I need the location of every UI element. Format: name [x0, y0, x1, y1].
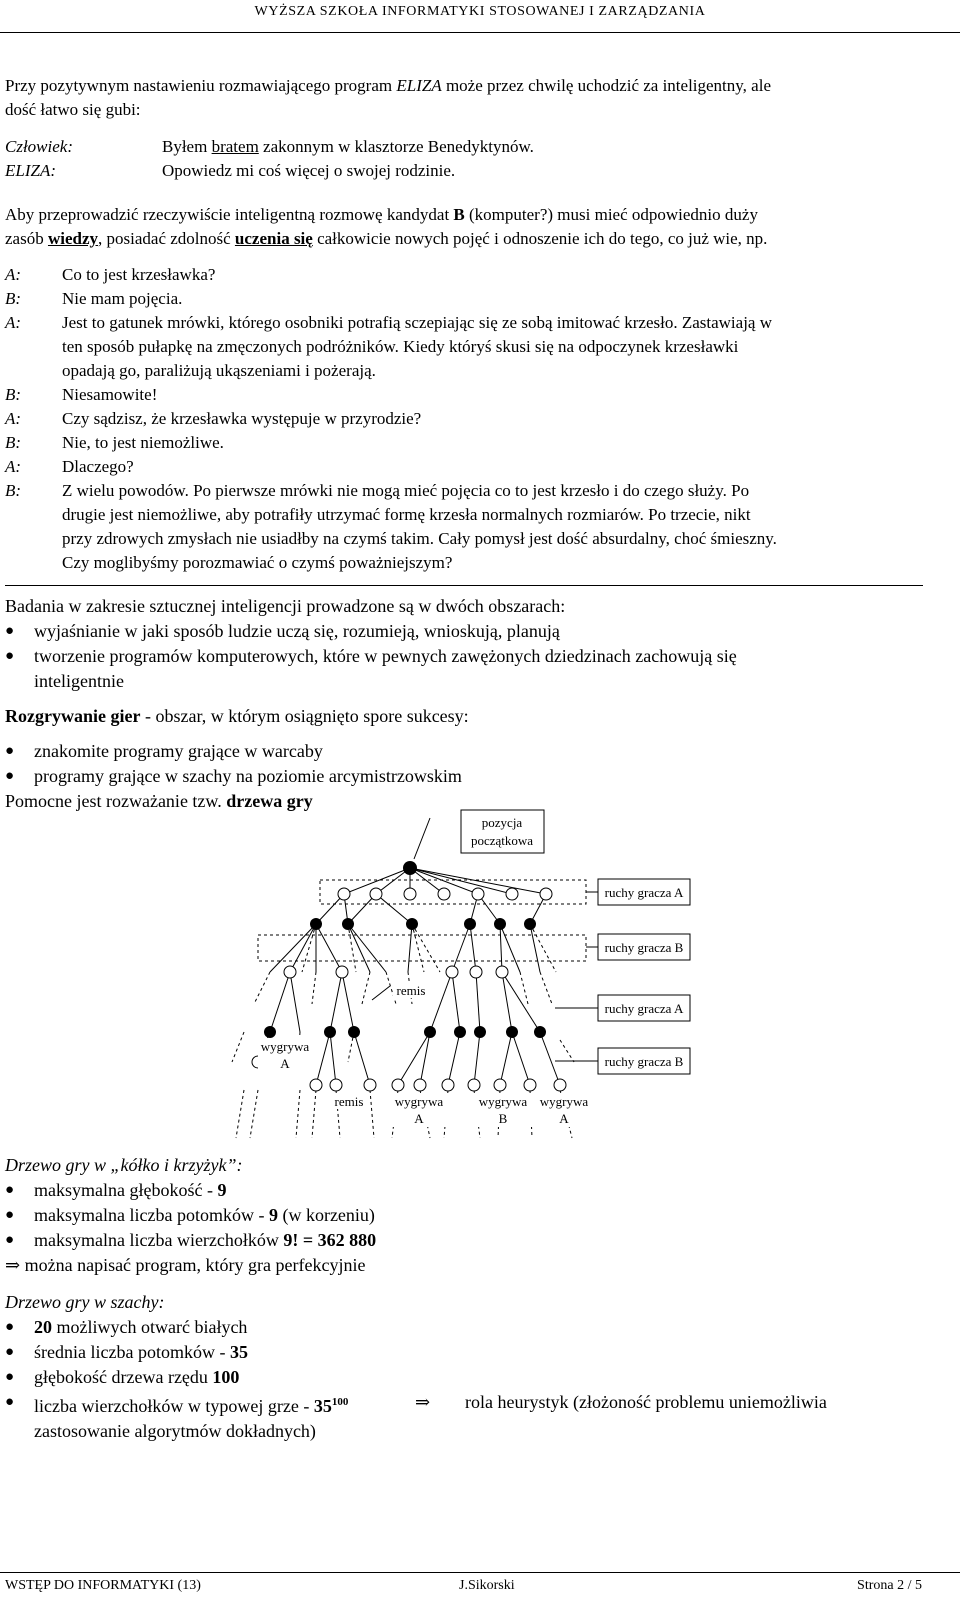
root-label-line1: pozycja [481, 815, 523, 830]
outcome-wygrywa-2-sub: B [498, 1111, 508, 1126]
outcome-wygrywa-1: wygrywa [394, 1094, 444, 1109]
section-divider [5, 585, 923, 586]
node-root [403, 861, 417, 875]
tictactoe-section: Drzewo gry w „kółko i krzyżyk”: ● maksymalna głębokość - 9 ● maksymalna liczba potomków - 9 (w korzeniu) ● maksymalna liczba wierzchołków 9! = 362 880 ⇒ można napisać program, który gra perfekcyjnie [5, 1153, 925, 1278]
games-list: ● znakomite programy grające w warcaby ● programy grające w szachy na poziomie arcymistrzowskim Pomocne jest rozważanie tzw. drzewa gry [5, 739, 925, 814]
ab-line: B: Nie, to jest niemożliwe. [5, 433, 224, 452]
list-item: ● maksymalna liczba potomków - 9 (w korzeniu) [5, 1203, 925, 1228]
level-label-1: ruchy gracza A [604, 885, 684, 900]
chess-section: Drzewo gry w szachy: ● 20 możliwych otwarć białych ● średnia liczba potomków - 35 ● głębokość drzewa rzędu 100 ● liczba wierzchołków w typowej grze - $35^{100}$ ⇒ rola heurystyk (złożoność problemu uniemożliwia zastosowanie algorytmów dokładnych) [5, 1290, 925, 1444]
list-item: ● 20 możliwych otwarć białych [5, 1315, 925, 1340]
ab-line: A: Jest to gatunek mrówki, którego osobniki potrafią sczepiając się ze sobą imitować krzesło. Zastawiają w ten sposób pułapkę na zmęczonych podróżników. Kiedy któryś skusi się na odpoczynek krzesławki opadają go, paraliżują ukąszeniami i pożerają. [5, 313, 772, 380]
footer-left: WSTĘP DO INFORMATYKI (13) [5, 1578, 201, 1593]
ab-line: B: Nie mam pojęcia. [5, 289, 183, 308]
implies-arrow-icon: ⇒ [5, 1255, 21, 1275]
ab-line: B: Niesamowite! [5, 385, 158, 404]
bullet-icon: ● [5, 1369, 15, 1385]
level-label-3: ruchy gracza A [604, 1001, 684, 1016]
ab-line: A: Czy sądzisz, że krzesławka występuje w przyrodzie? [5, 409, 422, 428]
bullet-icon: ● [5, 743, 15, 759]
list-item: ● średnia liczba potomków - 35 [5, 1340, 925, 1365]
bullet-icon: ● [5, 768, 15, 784]
root-label-pointer [414, 818, 430, 859]
outcome-remis-bottom: remis [334, 1094, 364, 1109]
turing-paragraph: Aby przeprowadzić rzeczywiście inteligentną rozmowę kandydat B (komputer?) musi mieć odpowiednio duży zasób wiedzy, posiadać zdolność uczenia się całkowicie nowych pojęć i odnoszenie ich do tego, co już wie, np. [5, 205, 768, 248]
implies-arrow-icon: ⇒ [415, 1392, 431, 1412]
games-section: Rozgrywanie gier - obszar, w którym osiągnięto spore sukcesy: [5, 706, 469, 726]
bullet-icon: ● [5, 648, 15, 664]
ab-dialog [5, 263, 925, 575]
list-item: ● znakomite programy grające w warcaby [5, 739, 925, 764]
root-label-line2: początkowa [470, 833, 534, 848]
outcome-wygrywa-left-sub: A [280, 1056, 290, 1071]
bullet-icon: ● [5, 1182, 15, 1198]
bullet-icon: ● [5, 1207, 15, 1223]
list-item: ● programy grające w szachy na poziomie arcymistrzowskim [5, 764, 925, 789]
list-item: ● maksymalna głębokość - 9 [5, 1178, 925, 1203]
research-section: Badania w zakresie sztucznej inteligencji prowadzone są w dwóch obszarach: ● wyjaśnianie w jaki sposób ludzie uczą się, rozumieją, wnioskują, planują ● tworzenie programów komputerowych, które w pewnych zawężonych dziedzinach zachowują się inteligentnie [5, 594, 925, 694]
bullet-icon: ● [5, 1394, 15, 1410]
list-item: ● maksymalna liczba wierzchołków 9! = 362 880 [5, 1228, 925, 1253]
footer-page: Strona 2 / 5 [857, 1578, 922, 1593]
level-label-2: ruchy gracza B [604, 940, 684, 955]
eliza-dialog [5, 135, 925, 183]
bullet-icon: ● [5, 1319, 15, 1335]
game-tree-diagram [0, 800, 960, 1150]
ab-line: B: Z wielu powodów. Po pierwsze mrówki nie mogą mieć pojęcia co to jest krzesło i do czego służy. Po drugie jest niemożliwe, aby potrafiły utrzymać formę krzesła normalnych rozmiarów. Po trzecie, nikt przy zdrowych zmysłach nie usiadłby na czymś takim. Cały pomysł jest dość absurdalny, choć śmieszny. Czy moglibyśmy porozmawiać o czymś poważniejszym? [5, 481, 777, 572]
list-item: ● tworzenie programów komputerowych, które w pewnych zawężonych dziedzinach zachowują się [5, 644, 925, 669]
dialog-line-eliza: ELIZA: Opowiedz mi coś więcej o swojej rodzinie. [5, 161, 456, 180]
bullet-icon: ● [5, 1232, 15, 1248]
outcome-wygrywa-left: wygrywa [260, 1039, 310, 1054]
page-header: WYŻSZA SZKOŁA INFORMATYKI STOSOWANEJ I ZARZĄDZANIA [254, 4, 706, 19]
outcome-remis-top: remis [396, 983, 426, 998]
outcome-wygrywa-2: wygrywa [478, 1094, 528, 1109]
bullet-icon: ● [5, 1344, 15, 1360]
outcome-wygrywa-1-sub: A [414, 1111, 424, 1126]
list-item: ● wyjaśnianie w jaki sposób ludzie uczą się, rozumieją, wnioskują, planują [5, 619, 925, 644]
intro-paragraph: Przy pozytywnym nastawieniu rozmawiającego program ELIZA może przez chwilę uchodzić za inteligentny, ale dość łatwo się gubi: [5, 76, 771, 119]
footer-author: J.Sikorski [459, 1578, 515, 1593]
bullet-icon: ● [5, 623, 15, 639]
bratem-link[interactable]: bratem [211, 137, 259, 156]
list-item: ● liczba wierzchołków w typowej grze - $35^{100}$ ⇒ rola heurystyk (złożoność problemu uniemożliwia [5, 1392, 827, 1416]
level-label-4: ruchy gracza B [604, 1054, 684, 1069]
outcome-wygrywa-3-sub: A [559, 1111, 569, 1126]
outcome-wygrywa-3: wygrywa [539, 1094, 589, 1109]
ab-line: A: Dlaczego? [5, 457, 134, 476]
dialog-line-human: Człowiek: Byłem bratem zakonnym w klasztorze Benedyktynów. [5, 137, 534, 156]
header-rule [0, 32, 960, 33]
ab-line: A: Co to jest krzesławka? [5, 265, 216, 284]
list-item: ● głębokość drzewa rzędu 100 [5, 1365, 925, 1390]
footer-rule [0, 1572, 960, 1573]
